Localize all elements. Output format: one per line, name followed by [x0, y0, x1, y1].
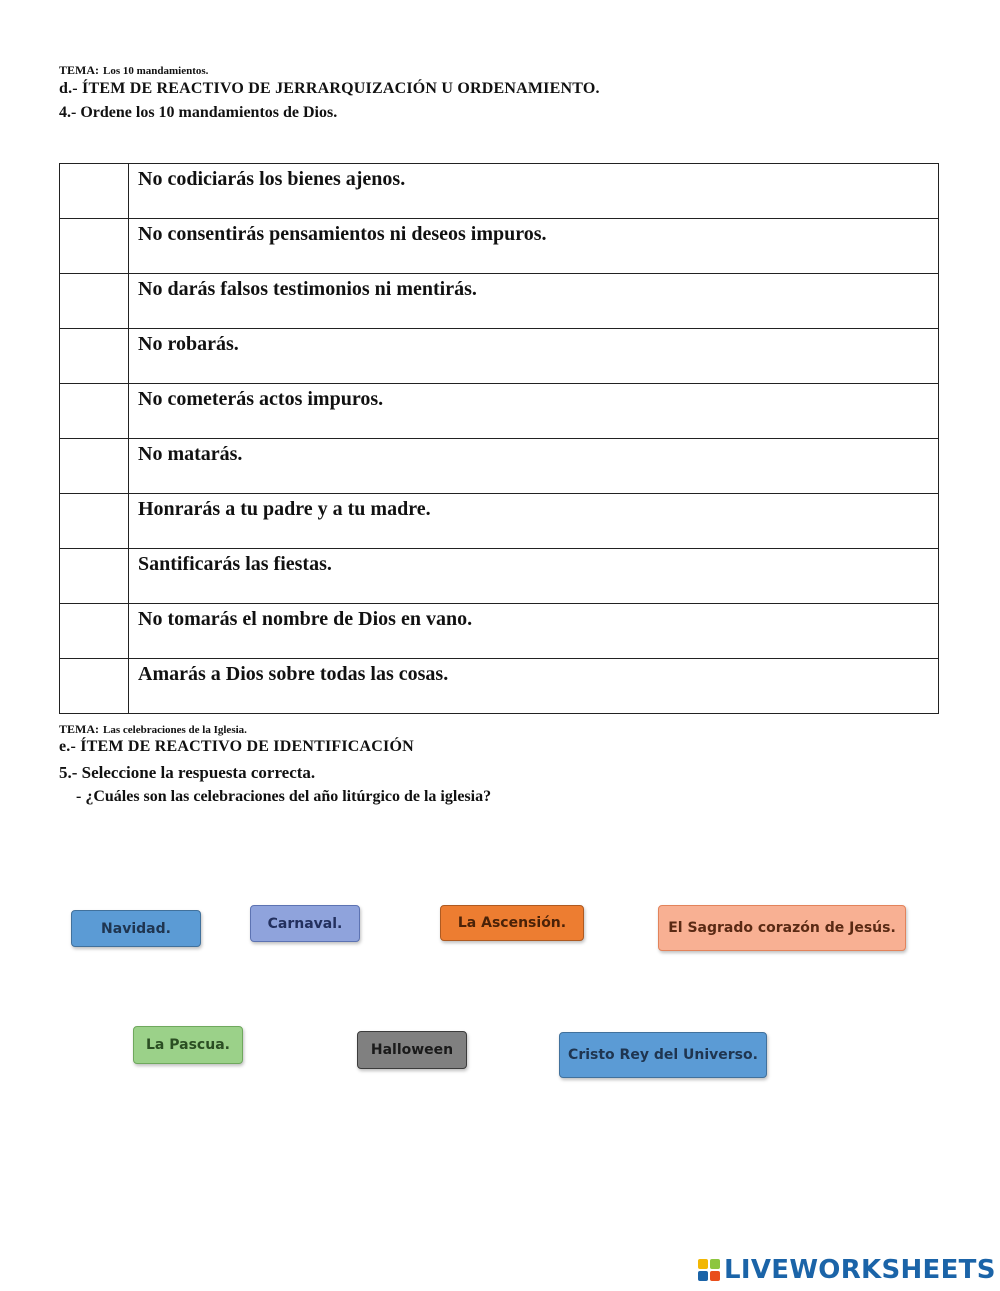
order-cell[interactable]: [60, 604, 129, 659]
order-cell[interactable]: [60, 274, 129, 329]
option-carnaval[interactable]: Carnaval.: [250, 905, 360, 942]
table-row: [60, 439, 939, 494]
order-cell[interactable]: [60, 439, 129, 494]
commandment-text: Amarás a Dios sobre todas las cosas.: [129, 659, 939, 714]
logo-mark-v: [698, 1271, 708, 1281]
order-cell[interactable]: [60, 494, 129, 549]
commandment-text: No codiciarás los bienes ajenos.: [129, 164, 939, 219]
table-row: [60, 164, 939, 219]
section2-heading: e.- ÍTEM DE REACTIVO DE IDENTIFICACIÓN: [59, 738, 414, 755]
table-row: [60, 219, 939, 274]
tema-label: TEMA:: [59, 722, 99, 736]
order-input[interactable]: [60, 384, 132, 440]
commandment-text: No darás falsos testimonios ni mentirás.: [129, 274, 939, 329]
tema-label: TEMA:: [59, 63, 99, 77]
order-input[interactable]: [60, 329, 132, 385]
order-input[interactable]: [60, 439, 132, 495]
section1-tema: [59, 61, 208, 79]
order-input[interactable]: [60, 164, 132, 220]
order-input[interactable]: [60, 494, 132, 550]
logo-mark-i: [710, 1259, 720, 1269]
section1-question: 4.- Ordene los 10 mandamientos de Dios.: [59, 104, 338, 121]
order-cell[interactable]: [60, 164, 129, 219]
table-row: [60, 494, 939, 549]
order-input[interactable]: [60, 274, 132, 330]
option-halloween[interactable]: Halloween: [357, 1031, 467, 1069]
commandment-text: No matarás.: [129, 439, 939, 494]
section2-tema: [59, 720, 247, 738]
option-la-ascension[interactable]: La Ascensión.: [440, 905, 584, 941]
order-cell[interactable]: [60, 219, 129, 274]
logo-mark-icon: [698, 1259, 720, 1281]
order-input[interactable]: [60, 659, 132, 715]
table-row: [60, 274, 939, 329]
commandment-text: Honrarás a tu padre y a tu madre.: [129, 494, 939, 549]
section1-heading: d.- ÍTEM DE REACTIVO DE JERRARQUIZACIÓN U ORDENAMIENTO.: [59, 80, 600, 97]
table-row: [60, 659, 939, 714]
commandments-table: [59, 163, 939, 714]
commandment-text: No tomarás el nombre de Dios en vano.: [129, 604, 939, 659]
liveworksheets-logo: [698, 1255, 996, 1285]
section2-question: 5.- Seleccione la respuesta correcta.: [59, 763, 316, 782]
order-cell[interactable]: [60, 329, 129, 384]
logo-text: LIVEWORKSHEETS: [724, 1255, 996, 1285]
commandment-text: No robarás.: [129, 329, 939, 384]
order-input[interactable]: [60, 219, 132, 275]
tema-value: Los 10 mandamientos.: [103, 65, 209, 77]
table-row: [60, 604, 939, 659]
order-input[interactable]: [60, 604, 132, 660]
table-row: [60, 549, 939, 604]
logo-mark-l: [698, 1259, 708, 1269]
option-la-pascua[interactable]: La Pascua.: [133, 1026, 243, 1064]
commandment-text: No consentirás pensamientos ni deseos impuros.: [129, 219, 939, 274]
option-navidad[interactable]: Navidad.: [71, 910, 201, 947]
table-row: [60, 329, 939, 384]
logo-mark-e: [710, 1271, 720, 1281]
commandment-text: Santificarás las fiestas.: [129, 549, 939, 604]
order-cell[interactable]: [60, 659, 129, 714]
tema-value: Las celebraciones de la Iglesia.: [103, 724, 247, 736]
option-sagrado-corazon[interactable]: El Sagrado corazón de Jesús.: [658, 905, 906, 951]
order-input[interactable]: [60, 549, 132, 605]
table-row: [60, 384, 939, 439]
section2-subquestion: - ¿Cuáles son las celebraciones del año litúrgico de la iglesia?: [76, 788, 492, 805]
option-cristo-rey[interactable]: Cristo Rey del Universo.: [559, 1032, 767, 1078]
order-cell[interactable]: [60, 549, 129, 604]
commandment-text: No cometerás actos impuros.: [129, 384, 939, 439]
order-cell[interactable]: [60, 384, 129, 439]
